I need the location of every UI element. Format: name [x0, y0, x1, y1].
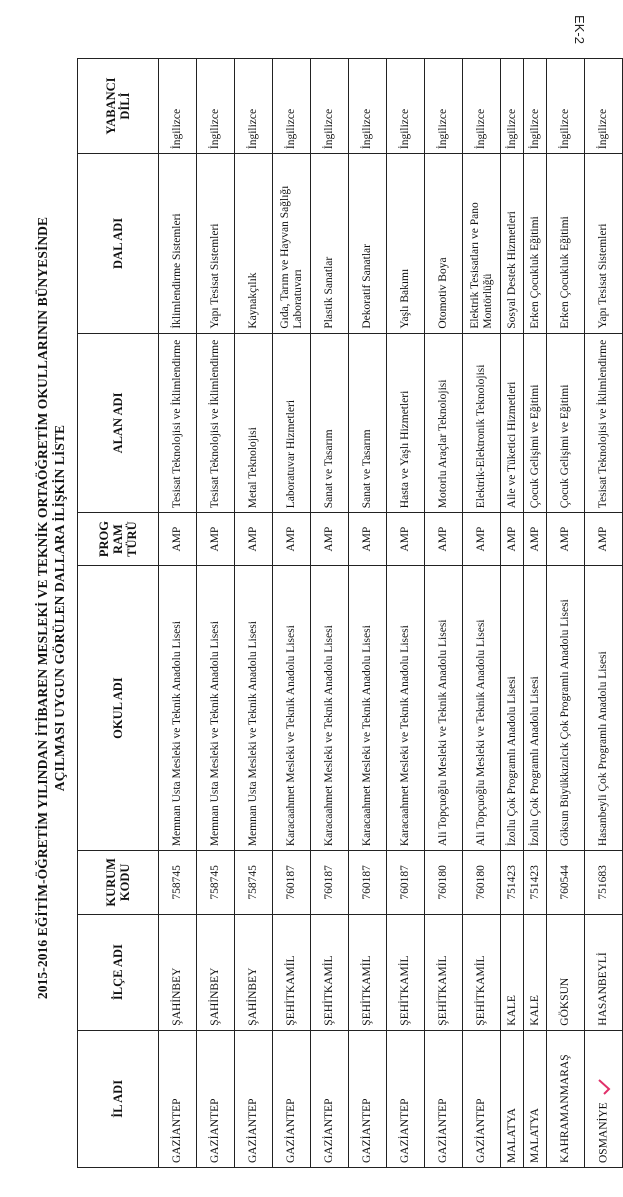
cell-kurum-kodu [501, 851, 524, 914]
cell-ilce [349, 914, 387, 1030]
cell-dil-text: İngilizce [505, 108, 518, 150]
cell-il-text: GAZİANTEP [285, 1098, 297, 1163]
cell-dal [425, 154, 463, 334]
cell-ilce-text: ŞAHİNBEY [247, 967, 259, 1026]
cell-okul-text: İzollu Çok Programlı Anadolu Lisesi [528, 676, 541, 847]
cell-okul-text: Göksun Büyükkızılcık Çok Programlı Anadolu Lisesi [559, 599, 571, 847]
cell-ilce [547, 914, 585, 1030]
cell-il-text: OSMANİYE [597, 1102, 610, 1163]
table-row [273, 59, 311, 1168]
cell-il-text: GAZİANTEP [171, 1098, 183, 1163]
cell-okul [387, 566, 425, 851]
cell-dil-text: İngilizce [171, 108, 183, 150]
cell-ilce-text: KALE [528, 995, 541, 1026]
cell-okul-text: Karacaahmet Mesleki ve Teknik Anadolu Lisesi [285, 625, 297, 847]
cell-il-text: GAZİANTEP [475, 1098, 487, 1163]
header-alan: ALAN ADI [78, 333, 159, 513]
cell-il [349, 1030, 387, 1167]
cell-dil [501, 59, 524, 154]
cell-alan [585, 333, 623, 513]
cell-ilce [501, 914, 524, 1030]
cell-dal [197, 154, 235, 334]
cell-okul-text: Memnan Usta Mesleki ve Teknik Anadolu Lisesi [247, 621, 259, 847]
document-sheet [34, 48, 610, 1168]
cell-dil-text: İngilizce [285, 108, 297, 150]
cell-okul-text: Ali Topçuoğlu Mesleki ve Teknik Anadolu Lisesi [475, 619, 487, 847]
cell-dil-text: İngilizce [399, 108, 411, 150]
cell-okul [547, 566, 585, 851]
cell-dil-text: İngilizce [209, 108, 221, 150]
cell-kurum-kodu-text: 760180 [475, 865, 487, 900]
cell-ilce [235, 914, 273, 1030]
cell-alan-text: Tesisat Teknolojisi ve İklimlendirme [209, 339, 221, 509]
cell-alan [425, 333, 463, 513]
cell-okul [501, 566, 524, 851]
cell-alan [349, 333, 387, 513]
cell-dil [524, 59, 547, 154]
cell-kurum-kodu [524, 851, 547, 914]
cell-dil [425, 59, 463, 154]
cell-dil [547, 59, 585, 154]
cell-program [425, 513, 463, 566]
cell-dal-text: Dekoratif Sanatlar [361, 244, 373, 329]
cell-kurum-kodu-text: 760187 [323, 865, 335, 900]
cell-kurum-kodu [547, 851, 585, 914]
cell-ilce [197, 914, 235, 1030]
cell-dal [159, 154, 197, 334]
cell-kurum-kodu [159, 851, 197, 914]
cell-dil [311, 59, 349, 154]
cell-okul [463, 566, 501, 851]
cell-program [585, 513, 623, 566]
cell-alan-text: Elektrik-Elektronik Teknolojisi [475, 364, 487, 509]
table-row [463, 59, 501, 1168]
cell-okul-text: İzollu Çok Programlı Anadolu Lisesi [505, 676, 518, 847]
check-mark-icon [597, 1078, 611, 1096]
cell-okul [349, 566, 387, 851]
cell-ilce-text: ŞAHİNBEY [171, 967, 183, 1026]
cell-program-text: AMP [505, 526, 518, 552]
cell-dal [585, 154, 623, 334]
cell-kurum-kodu [387, 851, 425, 914]
title-line-2: AÇILMASI UYGUN GÖRÜLEN DALLARA İLİŞKİN LİSTE [52, 424, 67, 792]
cell-okul-text: Karacaahmet Mesleki ve Teknik Anadolu Lisesi [323, 625, 335, 847]
cell-il [197, 1030, 235, 1167]
cell-program [547, 513, 585, 566]
cell-il [235, 1030, 273, 1167]
cell-kurum-kodu [349, 851, 387, 914]
cell-alan-text: Motorlu Araçlar Teknolojisi [437, 379, 449, 509]
cell-il [387, 1030, 425, 1167]
cell-dil [159, 59, 197, 154]
table-row [524, 59, 547, 1168]
cell-program [159, 513, 197, 566]
table-row [387, 59, 425, 1168]
table-row [235, 59, 273, 1168]
cell-alan-text: Hasta ve Yaşlı Hizmetleri [399, 390, 411, 509]
cell-ilce [273, 914, 311, 1030]
table-row [547, 59, 585, 1168]
cell-dil-text: İngilizce [323, 108, 335, 150]
cell-okul-text: Karacaahmet Mesleki ve Teknik Anadolu Lisesi [361, 625, 373, 847]
cell-il-text: GAZİANTEP [437, 1098, 449, 1163]
cell-alan [273, 333, 311, 513]
cell-program-text: AMP [209, 526, 221, 552]
cell-alan [501, 333, 524, 513]
cell-kurum-kodu-text: 760180 [437, 865, 449, 900]
cell-il [463, 1030, 501, 1167]
cell-dal-text: Elektrik Tesisatları ve Pano Montörlüğü [468, 202, 494, 329]
cell-kurum-kodu [585, 851, 623, 914]
cell-ilce [585, 914, 623, 1030]
cell-alan [387, 333, 425, 513]
cell-program [349, 513, 387, 566]
cell-il [585, 1030, 623, 1167]
cell-kurum-kodu-text: 758745 [209, 865, 221, 900]
cell-okul [311, 566, 349, 851]
cell-okul-text: Ali Topçuoğlu Mesleki ve Teknik Anadolu Lisesi [437, 619, 449, 847]
cell-dal-text: Yapı Tesisat Sistemleri [597, 223, 609, 329]
cell-program [235, 513, 273, 566]
cell-dal [463, 154, 501, 334]
header-ilce: İLÇE ADI [78, 914, 159, 1030]
cell-alan [235, 333, 273, 513]
cell-program-text: AMP [247, 526, 259, 552]
cell-dal [547, 154, 585, 334]
cell-program [463, 513, 501, 566]
table-row [311, 59, 349, 1168]
cell-dal-text: Otomotiv Boya [437, 257, 449, 329]
cell-alan-text: Laboratuvar Hizmetleri [285, 399, 297, 509]
cell-okul-text: Hasanbeyli Çok Programlı Anadolu Lisesi [597, 651, 609, 847]
cell-dal [349, 154, 387, 334]
cell-alan-text: Metal Teknolojisi [247, 427, 259, 509]
corner-label: EK-2 [572, 15, 588, 44]
cell-ilce [311, 914, 349, 1030]
cell-dil [349, 59, 387, 154]
cell-program-text: AMP [559, 526, 571, 552]
cell-okul-text: Karacaahmet Mesleki ve Teknik Anadolu Lisesi [399, 625, 411, 847]
cell-kurum-kodu [235, 851, 273, 914]
cell-kurum-kodu-text: 758745 [247, 865, 259, 900]
cell-il [547, 1030, 585, 1167]
cell-dil [463, 59, 501, 154]
cell-program-text: AMP [285, 526, 297, 552]
cell-program-text: AMP [399, 526, 411, 552]
cell-kurum-kodu [311, 851, 349, 914]
cell-alan-text: Sanat ve Tasarım [361, 429, 373, 509]
cell-il [159, 1030, 197, 1167]
cell-alan [159, 333, 197, 513]
cell-ilce [524, 914, 547, 1030]
table-row [425, 59, 463, 1168]
cell-okul [197, 566, 235, 851]
cell-ilce-text: ŞEHİTKAMİL [437, 955, 449, 1026]
cell-dil [273, 59, 311, 154]
cell-alan [311, 333, 349, 513]
cell-dal-text: Kaynakçılık [247, 272, 259, 329]
cell-program [311, 513, 349, 566]
cell-kurum-kodu-text: 751423 [505, 865, 518, 900]
header-dil: YABANCI DİLİ [78, 59, 159, 154]
cell-kurum-kodu-text: 760187 [285, 865, 297, 900]
cell-program-text: AMP [323, 526, 335, 552]
cell-alan [197, 333, 235, 513]
cell-okul [425, 566, 463, 851]
cell-program [197, 513, 235, 566]
cell-ilce-text: KALE [505, 995, 518, 1026]
cell-dil [197, 59, 235, 154]
cell-dal [501, 154, 524, 334]
cell-program-text: AMP [171, 526, 183, 552]
cell-kurum-kodu-text: 760187 [399, 865, 411, 900]
branch-list-table [77, 58, 623, 1168]
cell-alan-text: Aile ve Tüketici Hizmetleri [505, 381, 518, 509]
cell-ilce [463, 914, 501, 1030]
cell-dil [235, 59, 273, 154]
cell-dil-text: İngilizce [475, 108, 487, 150]
cell-il-text: MALATYA [505, 1108, 518, 1163]
cell-ilce [387, 914, 425, 1030]
cell-dal-text: Erken Çocukluk Eğitimi [559, 216, 571, 329]
cell-dal-text: Yaşlı Bakımı [399, 268, 411, 329]
cell-program-text: AMP [597, 526, 609, 552]
cell-il [524, 1030, 547, 1167]
cell-dal [524, 154, 547, 334]
cell-ilce [159, 914, 197, 1030]
cell-dil-text: İngilizce [437, 108, 449, 150]
cell-dal [235, 154, 273, 334]
cell-il-text: GAZİANTEP [247, 1098, 259, 1163]
cell-dil-text: İngilizce [559, 108, 571, 150]
cell-il [311, 1030, 349, 1167]
cell-alan-text: Tesisat Teknolojisi ve İklimlendirme [597, 339, 609, 509]
cell-okul [524, 566, 547, 851]
cell-program-text: AMP [361, 526, 373, 552]
cell-alan-text: Tesisat Teknolojisi ve İklimlendirme [171, 339, 183, 509]
cell-il [501, 1030, 524, 1167]
cell-il [273, 1030, 311, 1167]
cell-dil-text: İngilizce [597, 108, 609, 150]
cell-ilce-text: ŞEHİTKAMİL [323, 955, 335, 1026]
cell-dal-text: Yapı Tesisat Sistemleri [209, 223, 221, 329]
cell-il-text: GAZİANTEP [361, 1098, 373, 1163]
cell-alan [547, 333, 585, 513]
header-okul: OKUL ADI [78, 566, 159, 851]
cell-program [273, 513, 311, 566]
document-title [34, 48, 68, 1168]
header-kurum-kodu: KURUM KODU [78, 851, 159, 914]
cell-ilce-text: ŞEHİTKAMİL [361, 955, 373, 1026]
cell-program-text: AMP [437, 526, 449, 552]
cell-il-text: MALATYA [528, 1108, 541, 1163]
cell-dal [273, 154, 311, 334]
table-row [501, 59, 524, 1168]
cell-kurum-kodu-text: 760544 [559, 865, 571, 900]
cell-dil-text: İngilizce [361, 108, 373, 150]
cell-ilce-text: HASANBEYLİ [597, 952, 609, 1026]
header-dal: DAL ADI [78, 154, 159, 334]
cell-kurum-kodu [463, 851, 501, 914]
table-row [159, 59, 197, 1168]
table-row [197, 59, 235, 1168]
table-row [585, 59, 623, 1168]
cell-alan [463, 333, 501, 513]
cell-alan-text: Sanat ve Tasarım [323, 429, 335, 509]
cell-program-text: AMP [475, 526, 487, 552]
cell-il-text: GAZİANTEP [209, 1098, 221, 1163]
cell-ilce-text: ŞAHİNBEY [209, 967, 221, 1026]
cell-kurum-kodu-text: 758745 [171, 865, 183, 900]
cell-kurum-kodu-text: 751423 [528, 865, 541, 900]
cell-program-text: AMP [528, 526, 541, 552]
header-program: PROG RAM TÜRÜ [78, 513, 159, 566]
cell-okul [273, 566, 311, 851]
cell-dal-text: Sosyal Destek Hizmetleri [505, 211, 518, 329]
cell-il [425, 1030, 463, 1167]
cell-program [501, 513, 524, 566]
cell-dal-text: Erken Çocukluk Eğitimi [528, 216, 541, 329]
table-row [349, 59, 387, 1168]
cell-kurum-kodu [425, 851, 463, 914]
cell-dil-text: İngilizce [528, 108, 541, 150]
cell-dal-text: İklimlendirme Sistemleri [171, 213, 183, 329]
cell-ilce-text: ŞEHİTKAMİL [285, 955, 297, 1026]
header-row [78, 59, 159, 1168]
cell-il-text: KAHRAMANMARAŞ [559, 1054, 571, 1163]
header-il: İL ADI [78, 1030, 159, 1167]
cell-ilce-text: ŞEHİTKAMİL [399, 955, 411, 1026]
cell-kurum-kodu [273, 851, 311, 914]
cell-dil [585, 59, 623, 154]
cell-dil [387, 59, 425, 154]
cell-kurum-kodu [197, 851, 235, 914]
cell-program [524, 513, 547, 566]
cell-okul-text: Memnan Usta Mesleki ve Teknik Anadolu Lisesi [209, 621, 221, 847]
title-line-1: 2015-2016 EĞİTİM-ÖĞRETİM YILINDAN İTİBAREN MESLEKİ VE TEKNİK ORTAÖĞRETİM OKULLARININ BÜNYESİNDE [35, 216, 50, 1000]
cell-dal-text: Gıda, Tarım ve Hayvan Sağlığı Laboratuvarı [278, 185, 304, 329]
cell-kurum-kodu-text: 760187 [361, 865, 373, 900]
cell-dil-text: İngilizce [247, 108, 259, 150]
cell-okul-text: Memnan Usta Mesleki ve Teknik Anadolu Lisesi [171, 621, 183, 847]
cell-okul [585, 566, 623, 851]
cell-alan-text: Çocuk Gelişimi ve Eğitimi [528, 384, 541, 509]
cell-dal [311, 154, 349, 334]
cell-ilce-text: GÖKSUN [559, 977, 571, 1026]
cell-ilce [425, 914, 463, 1030]
cell-dal-text: Plastik Sanatlar [323, 256, 335, 329]
cell-dal [387, 154, 425, 334]
cell-alan [524, 333, 547, 513]
cell-il-text: GAZİANTEP [323, 1098, 335, 1163]
cell-kurum-kodu-text: 751683 [597, 865, 609, 900]
cell-alan-text: Çocuk Gelişimi ve Eğitimi [559, 384, 571, 509]
cell-il-text: GAZİANTEP [399, 1098, 411, 1163]
cell-okul [159, 566, 197, 851]
cell-okul [235, 566, 273, 851]
cell-ilce-text: ŞEHİTKAMİL [475, 955, 487, 1026]
cell-program [387, 513, 425, 566]
